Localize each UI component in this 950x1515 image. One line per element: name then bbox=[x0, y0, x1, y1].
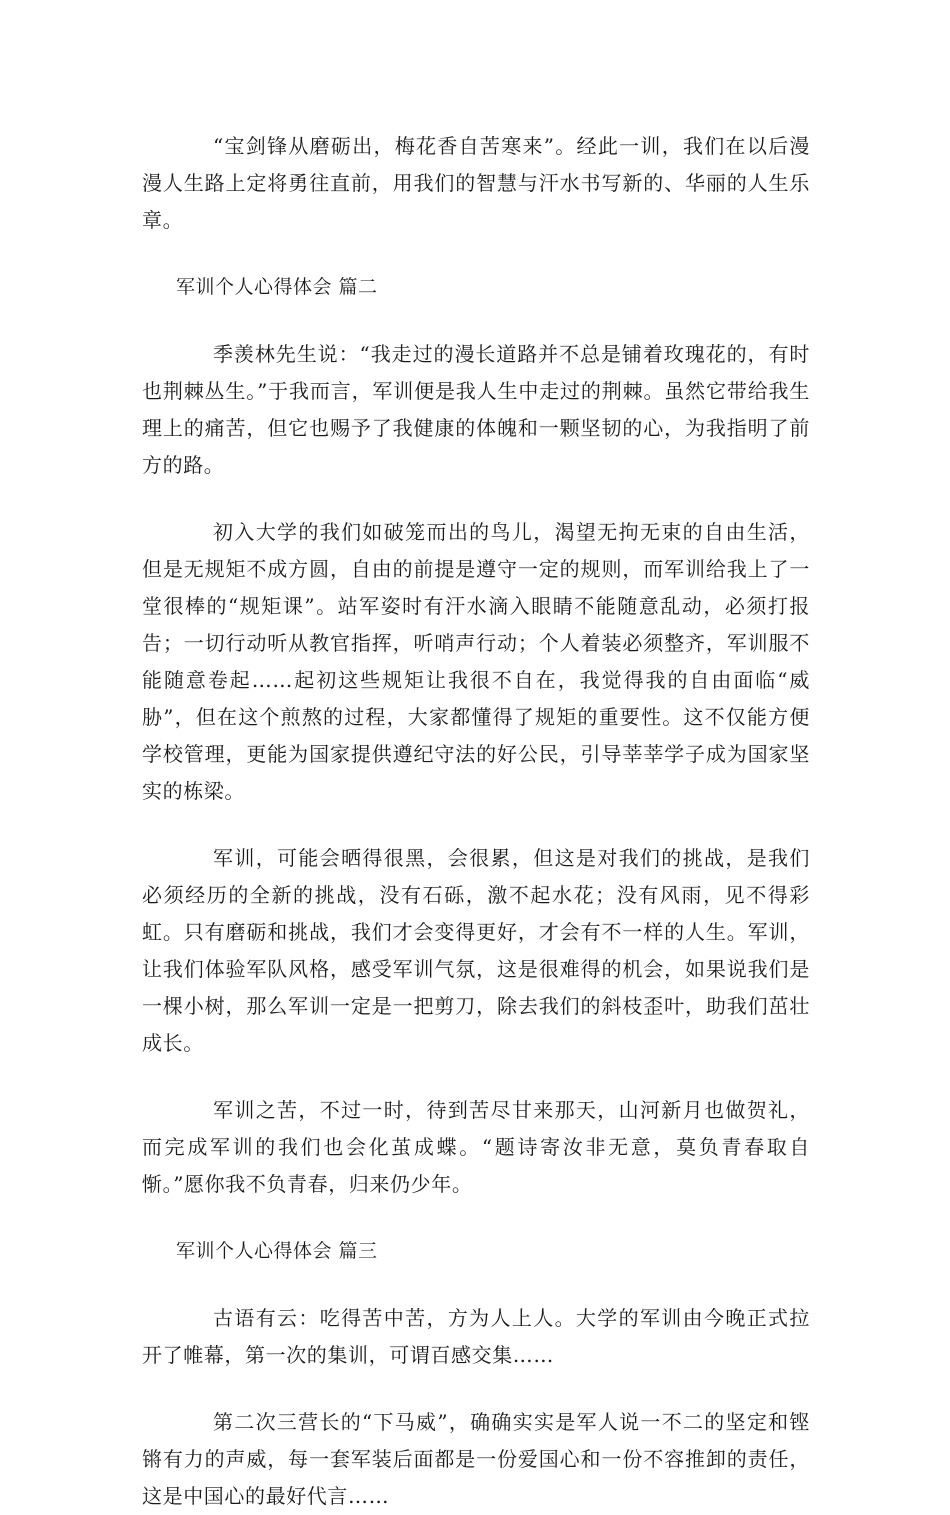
section-heading-2: 军训个人心得体会 篇二 bbox=[176, 276, 378, 298]
section-heading-3: 军训个人心得体会 篇三 bbox=[176, 1240, 378, 1262]
document-body bbox=[142, 128, 810, 1515]
paragraph: 军训，可能会晒得很黑，会很累，但这是对我们的挑战，是我们必须经历的全新的挑战，没有石砾，激不起水花；没有风雨，见不得彩虹。只有磨砺和挑战，我们才会变得更好，才会有不一样的人生。军训，让我们体验军队风格，感受军训气氛，这是很难得的机会，如果说我们是一棵小树，那么军训一定是一把剪刀，除去我们的斜枝歪叶，助我们茁壮成长。 bbox=[142, 846, 810, 1055]
paragraph: 古语有云：吃得苦中苦，方为人上人。大学的军训由今晚正式拉开了帷幕，第一次的集训，可谓百感交集…… bbox=[142, 1306, 810, 1367]
paragraph: 初入大学的我们如破笼而出的鸟儿，渴望无拘无束的自由生活，但是无规矩不成方圆，自由的前提是遵守一定的规则，而军训给我上了一堂很棒的“规矩课”。站军姿时有汗水滴入眼睛不能随意乱动，必须打报告；一切行动听从教官指挥，听哨声行动；个人着装必须整齐，军训服不能随意卷起……起初这些规矩让我很不自在，我觉得我的自由面临“威胁”，但在这个煎熬的过程，大家都懂得了规矩的重要性。这不仅能方便学校管理，更能为国家提供遵纪守法的好公民，引导莘莘学子成为国家坚实的栋梁。 bbox=[142, 520, 810, 803]
paragraph: 第二次三营长的“下马威”，确确实实是军人说一不二的坚定和铿锵有力的声威，每一套军装后面都是一份爱国心和一份不容推卸的责任，这是中国心的最好代言…… bbox=[142, 1410, 810, 1508]
paragraph: “宝剑锋从磨砺出，梅花香自苦寒来”。经此一训，我们在以后漫漫人生路上定将勇往直前，用我们的智慧与汗水书写新的、华丽的人生乐章。 bbox=[142, 134, 810, 232]
paragraph: 季羡林先生说：“我走过的漫长道路并不总是铺着玫瑰花的，有时也荆棘丛生。”于我而言，军训便是我人生中走过的荆棘。虽然它带给我生理上的痛苦，但它也赐予了我健康的体魄和一颗坚韧的心，为我指明了前方的路。 bbox=[142, 342, 810, 477]
paragraph: 军训之苦，不过一时，待到苦尽甘来那天，山河新月也做贺礼，而完成军训的我们也会化茧成蝶。“题诗寄汝非无意，莫负青春取自惭。”愿你我不负青春，归来仍少年。 bbox=[142, 1098, 810, 1196]
